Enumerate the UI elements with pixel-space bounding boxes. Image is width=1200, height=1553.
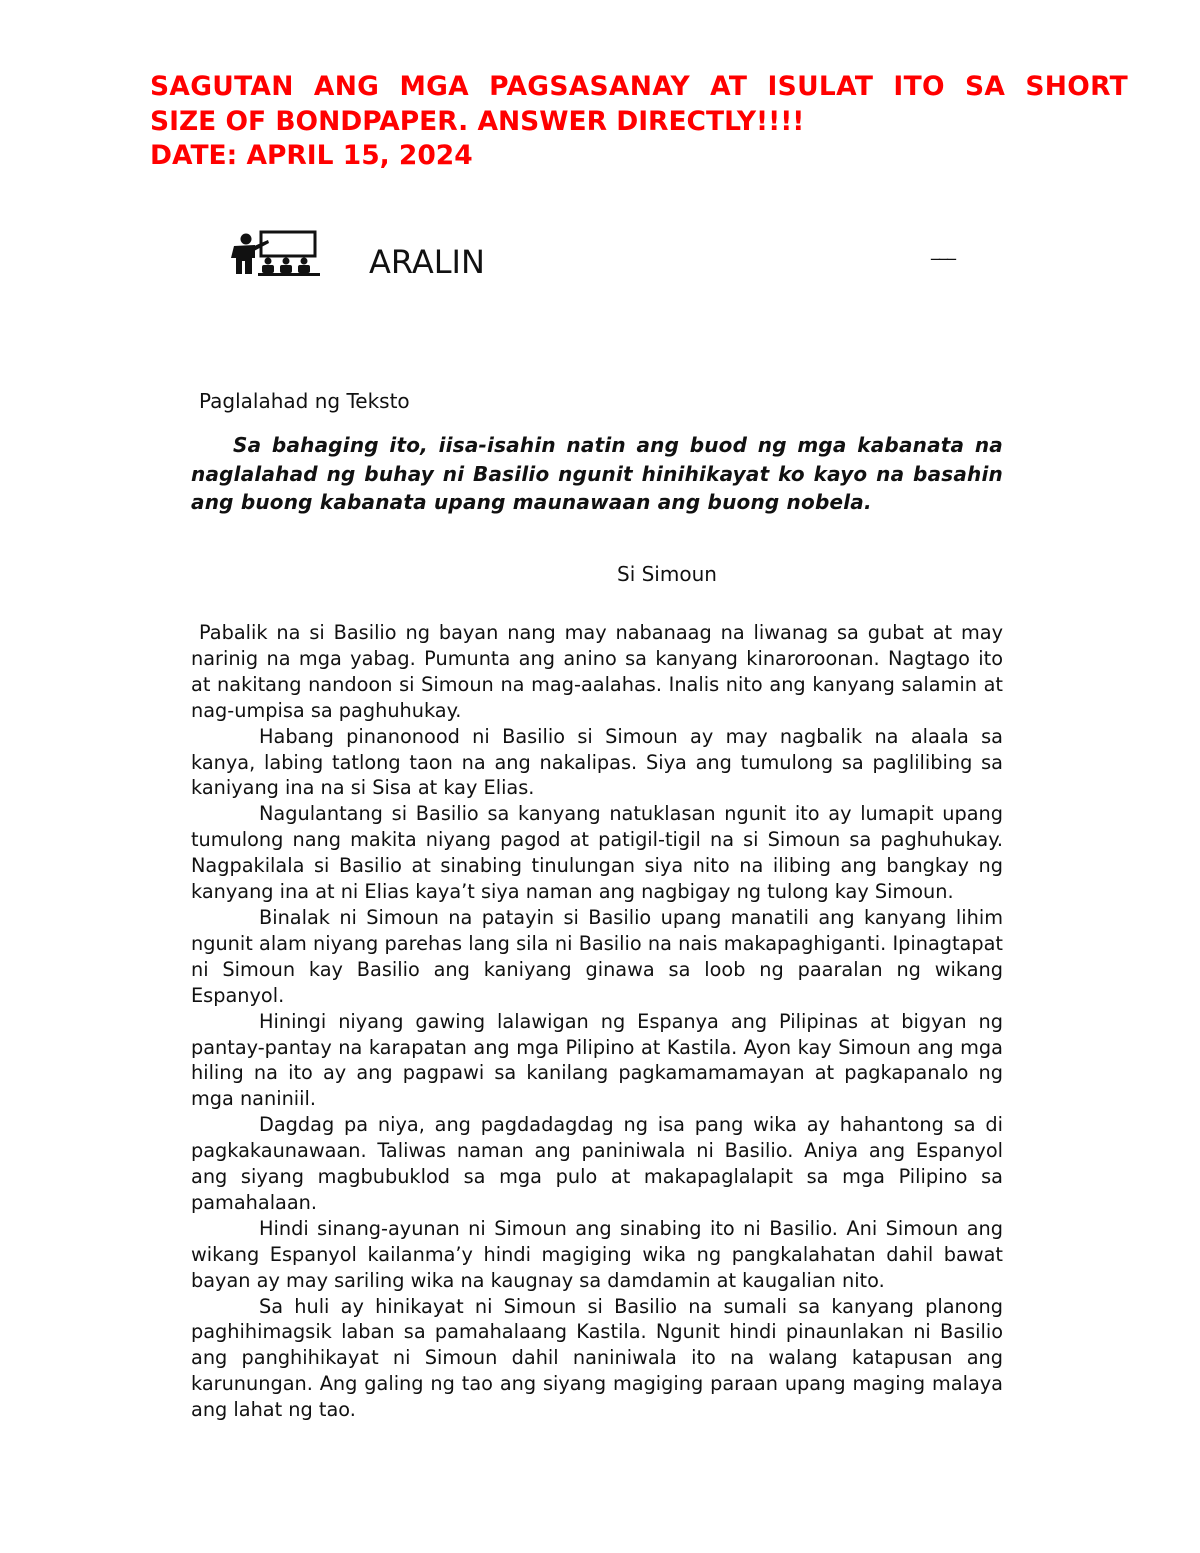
story-paragraph: Binalak ni Simoun na patayin si Basilio upang manatili ang kanyang lihim ngunit alam niyang parehas lang sila ni Basilio na nais makapaghiganti. Ipinagtapat ni Simoun kay Basilio ang kaniyang ginawa sa loob ng paaralan ng wikang Espanyol. xyxy=(191,905,1003,1007)
story-paragraph: Hindi sinang-ayunan ni Simoun ang sinabing ito ni Basilio. Ani Simoun ang wikang Espanyol kailanma’y hindi magiging wika ng pangkalahatan dahil bawat bayan ay may sariling wika na kaugnay sa damdamin at kaugalian nito. xyxy=(191,1216,1003,1292)
story-body xyxy=(191,620,1003,1423)
story-paragraph: Dagdag pa niya, ang pagdadagdag ng isa pang wika ay hahantong sa di pagkakaunawaan. Taliwas naman ang paniniwala ni Basilio. Aniya ang Espanyol ang siyang magbubuklod sa mga pulo at makapaglalapit sa mga Pilipino sa pamahalaan. xyxy=(191,1113,1003,1214)
instruction-header xyxy=(150,70,1128,174)
story-paragraph: Pabalik na si Basilio ng bayan nang may nabanaag na liwanag sa gubat at may narinig na mga yabag. Pumunta ang anino sa kanyang kinaroroonan. Nagtago ito at nakitang nandoon si Simoun na mag-aalahas. Inalis nito ang kanyang salamin at nag-umpisa sa paghuhukay. xyxy=(191,621,1003,722)
story-paragraph: Habang pinanonood ni Basilio si Simoun ay may nagbalik na alaala sa kanya, labing tatlong taon na ang nakalipas. Siya ang tumulong sa paglilibing sa kaniyang ina na si Sisa at kay Elias. xyxy=(191,724,1003,800)
story-paragraph: Nagulantang si Basilio sa kanyang natuklasan ngunit ito ay lumapit upang tumulong nang makita niyang pagod at patigil-tigil na si Simoun sa paghuhukay. Nagpakilala si Basilio at sinabing tinulungan siya nito na ilibing ang bangkay ng kanyang ina at ni Elias kaya’t siya naman ang nagbigay ng tulong kay Simoun. xyxy=(191,802,1003,904)
story-paragraph: Hiningi niyang gawing lalawigan ng Espanya ang Pilipinas at bigyan ng pantay-pantay na karapatan ang mga Pilipino at Kastila. Ayon kay Simoun ang mga hiling na ito ay ang pagpawi sa kanilang pagkamamamayan at pagkapanalo ng mga naniniil. xyxy=(191,1009,1003,1111)
instruction-line-2: SIZE OF BONDPAPER. ANSWER DIRECTLY!!!! xyxy=(150,105,805,137)
teacher-blackboard-icon xyxy=(228,228,320,276)
lesson-number-blank: ___ xyxy=(931,240,955,261)
story-paragraph: Sa huli ay hinikayat ni Simoun si Basilio na sumali sa kanyang planong paghihimagsik laban sa pamahalaang Kastila. Ngunit hindi pinaunlakan ni Basilio ang panghihikayat ni Simoun dahil naniniwala ito na walang katapusan ang karunungan. Ang galing ng tao ang siyang magiging paraan upang maging malaya ang lahat ng tao. xyxy=(191,1294,1003,1422)
story-title: Si Simoun xyxy=(617,562,717,586)
instruction-line-1: SAGUTAN ANG MGA PAGSASANAY AT ISULAT ITO SA SHORT xyxy=(150,71,1128,102)
instruction-date: DATE: APRIL 15, 2024 xyxy=(150,140,473,171)
lesson-title: ARALIN xyxy=(369,243,485,281)
intro-paragraph: Sa bahaging ito, iisa-isahin natin ang buod ng mga kabanata na naglalahad ng buhay ni Basilio ngunit hinihikayat ko kayo na basahin ang buong kabanata upang maunawaan ang buong nobela. xyxy=(191,433,1003,515)
section-heading: Paglalahad ng Teksto xyxy=(199,389,410,413)
